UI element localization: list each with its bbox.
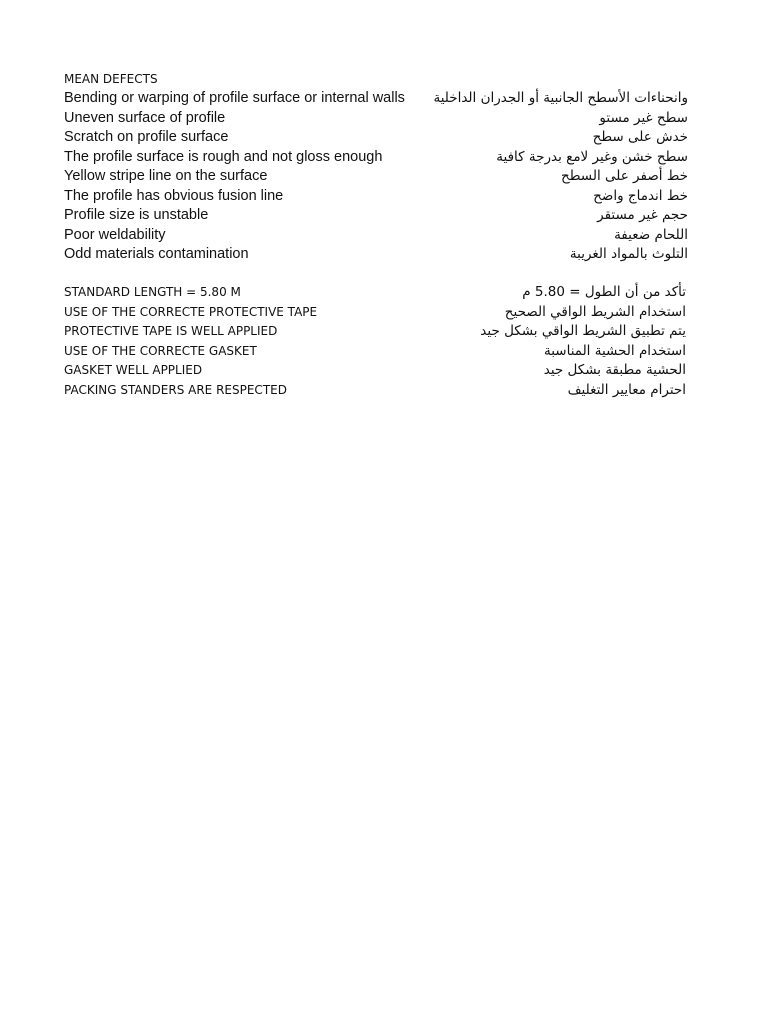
defect-row: [64, 89, 688, 109]
defect-english: The profile has obvious fusion line: [64, 187, 284, 204]
defect-arabic: سطح غير مستو: [599, 109, 688, 126]
defect-arabic: سطح خشن وغير لامع بدرجة كافية: [496, 148, 688, 165]
check-arabic: احترام معايير التغليف: [567, 381, 686, 398]
defect-english: Bending or warping of profile surface or internal walls: [64, 90, 405, 106]
check-row: [64, 322, 686, 342]
defect-arabic: حجم غير مستقر: [597, 207, 688, 223]
defect-english: Scratch on profile surface: [64, 129, 229, 145]
defect-english: Uneven surface of profile: [64, 109, 226, 126]
check-row: [64, 361, 686, 381]
defect-row: [64, 226, 688, 246]
defect-row: [64, 128, 688, 148]
defect-english: Poor weldability: [64, 226, 166, 243]
check-row: [64, 303, 686, 323]
defect-row: [64, 148, 688, 168]
defect-arabic: خدش على سطح: [592, 129, 688, 145]
check-row: [64, 342, 686, 362]
check-arabic: الحشية مطبقة بشكل جيد: [543, 362, 686, 378]
defect-english: Odd materials contamination: [64, 246, 249, 262]
check-arabic: استخدام الشريط الواقي الصحيح: [504, 303, 686, 320]
check-english: GASKET WELL APPLIED: [64, 363, 203, 377]
check-english: PROTECTIVE TAPE IS WELL APPLIED: [64, 324, 278, 338]
defect-english: Profile size is unstable: [64, 207, 209, 223]
defect-arabic: خط أصفر على السطح: [561, 168, 688, 184]
defect-english: Yellow stripe line on the surface: [64, 168, 268, 184]
defect-english: The profile surface is rough and not gloss enough: [64, 148, 383, 165]
check-english: USE OF THE CORRECTE PROTECTIVE TAPE: [64, 304, 318, 319]
defects-list: [64, 89, 688, 265]
check-row: [64, 381, 686, 401]
check-english: PACKING STANDERS ARE RESPECTED: [64, 382, 287, 397]
defect-row: [64, 187, 688, 207]
defect-row: [64, 167, 688, 187]
defect-arabic: اللحام ضعيفة: [614, 226, 688, 243]
check-row: [64, 283, 686, 303]
check-english: USE OF THE CORRECTE GASKET: [64, 343, 257, 358]
defect-row: [64, 206, 688, 226]
defect-row: [64, 109, 688, 129]
check-english: STANDARD LENGTH = 5.80 M: [64, 285, 241, 299]
defect-arabic: خط اندماج واضح: [593, 187, 688, 204]
check-arabic: يتم تطبيق الشريط الواقي بشكل جيد: [480, 323, 686, 339]
check-arabic: استخدام الحشية المناسبة: [543, 342, 686, 359]
defect-arabic: التلوث بالمواد الغريبة: [569, 246, 688, 262]
defect-arabic: وانحناءات الأسطح الجانبية أو الجدران الداخلية: [433, 90, 688, 106]
checks-list: [64, 283, 686, 400]
defects-heading: MEAN DEFECTS: [64, 72, 158, 86]
defect-row: [64, 245, 688, 265]
check-arabic: تأكد من أن الطول = 5.80 م: [522, 284, 686, 300]
